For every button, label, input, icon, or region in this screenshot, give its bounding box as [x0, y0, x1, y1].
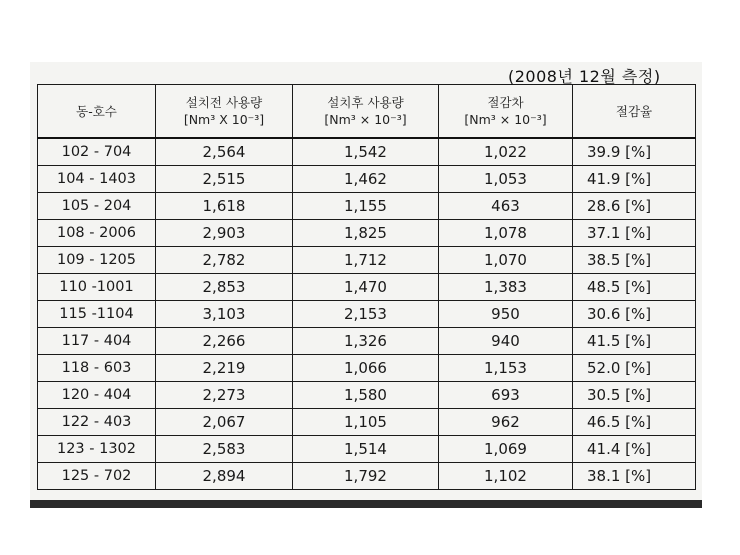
cell-rate: 30.6 [%]	[573, 301, 696, 328]
cell-after: 1,462	[293, 166, 439, 193]
cell-rate: 39.9 [%]	[573, 138, 696, 166]
cell-before: 2,219	[156, 355, 293, 382]
table-row	[38, 463, 696, 490]
table-row	[38, 193, 696, 220]
table-row	[38, 382, 696, 409]
cell-diff: 1,153	[439, 355, 573, 382]
cell-before: 3,103	[156, 301, 293, 328]
cell-after: 1,155	[293, 193, 439, 220]
cell-rate: 37.1 [%]	[573, 220, 696, 247]
cell-before: 1,618	[156, 193, 293, 220]
header-after-usage	[293, 85, 439, 139]
table-row	[38, 409, 696, 436]
cell-after: 1,066	[293, 355, 439, 382]
cell-unit: 104 - 1403	[38, 166, 156, 193]
header-label: 설치전 사용량	[185, 95, 263, 110]
cell-rate: 38.5 [%]	[573, 247, 696, 274]
cell-unit: 108 - 2006	[38, 220, 156, 247]
header-unit: [Nm³ X 10⁻³]	[183, 112, 265, 127]
cell-diff: 940	[439, 328, 573, 355]
header-unit-number	[38, 85, 156, 139]
cell-unit: 110 -1001	[38, 274, 156, 301]
cell-after: 1,326	[293, 328, 439, 355]
cell-unit: 115 -1104	[38, 301, 156, 328]
cell-unit: 118 - 603	[38, 355, 156, 382]
cell-after: 1,825	[293, 220, 439, 247]
cell-rate: 41.9 [%]	[573, 166, 696, 193]
table-row	[38, 355, 696, 382]
cell-diff: 1,069	[439, 436, 573, 463]
cell-unit: 122 - 403	[38, 409, 156, 436]
table-row	[38, 436, 696, 463]
cell-diff: 1,070	[439, 247, 573, 274]
table-row	[38, 328, 696, 355]
cell-after: 1,542	[293, 138, 439, 166]
cell-after: 1,580	[293, 382, 439, 409]
cell-diff: 1,102	[439, 463, 573, 490]
cell-diff: 1,053	[439, 166, 573, 193]
cell-before: 2,273	[156, 382, 293, 409]
cell-after: 1,105	[293, 409, 439, 436]
cell-rate: 41.5 [%]	[573, 328, 696, 355]
cell-unit: 125 - 702	[38, 463, 156, 490]
cell-diff: 1,022	[439, 138, 573, 166]
gas-usage-table	[37, 84, 696, 490]
cell-before: 2,266	[156, 328, 293, 355]
cell-diff: 463	[439, 193, 573, 220]
cell-unit: 102 - 704	[38, 138, 156, 166]
cell-before: 2,515	[156, 166, 293, 193]
scan-bottom-edge	[30, 500, 702, 508]
table-row	[38, 301, 696, 328]
cell-rate: 41.4 [%]	[573, 436, 696, 463]
measurement-date-note: (2008년 12월 측정)	[508, 67, 661, 86]
cell-diff: 950	[439, 301, 573, 328]
cell-before: 2,583	[156, 436, 293, 463]
cell-before: 2,903	[156, 220, 293, 247]
cell-rate: 28.6 [%]	[573, 193, 696, 220]
cell-unit: 109 - 1205	[38, 247, 156, 274]
cell-after: 1,470	[293, 274, 439, 301]
header-reduction-rate	[573, 85, 696, 139]
header-label: 동-호수	[76, 103, 117, 119]
table-row	[38, 247, 696, 274]
cell-after: 1,712	[293, 247, 439, 274]
header-label: 설치후 사용량	[327, 95, 404, 110]
table-header-row	[38, 85, 696, 139]
cell-rate: 30.5 [%]	[573, 382, 696, 409]
header-before-usage	[156, 85, 293, 139]
cell-before: 2,894	[156, 463, 293, 490]
cell-unit: 117 - 404	[38, 328, 156, 355]
cell-diff: 1,078	[439, 220, 573, 247]
cell-before: 2,782	[156, 247, 293, 274]
cell-diff: 693	[439, 382, 573, 409]
cell-rate: 38.1 [%]	[573, 463, 696, 490]
header-reduction	[439, 85, 573, 139]
header-unit: [Nm³ × 10⁻³]	[464, 112, 547, 127]
cell-unit: 123 - 1302	[38, 436, 156, 463]
table-row	[38, 274, 696, 301]
table-row	[38, 220, 696, 247]
cell-unit: 105 - 204	[38, 193, 156, 220]
header-label: 절감차	[487, 95, 524, 110]
cell-unit: 120 - 404	[38, 382, 156, 409]
header-label: 절감율	[615, 103, 653, 119]
cell-diff: 962	[439, 409, 573, 436]
cell-after: 2,153	[293, 301, 439, 328]
cell-after: 1,514	[293, 436, 439, 463]
header-unit: [Nm³ × 10⁻³]	[324, 112, 407, 127]
cell-diff: 1,383	[439, 274, 573, 301]
table-row	[38, 166, 696, 193]
cell-before: 2,853	[156, 274, 293, 301]
cell-before: 2,067	[156, 409, 293, 436]
cell-rate: 48.5 [%]	[573, 274, 696, 301]
cell-rate: 46.5 [%]	[573, 409, 696, 436]
table-row	[38, 138, 696, 166]
cell-after: 1,792	[293, 463, 439, 490]
cell-rate: 52.0 [%]	[573, 355, 696, 382]
cell-before: 2,564	[156, 138, 293, 166]
